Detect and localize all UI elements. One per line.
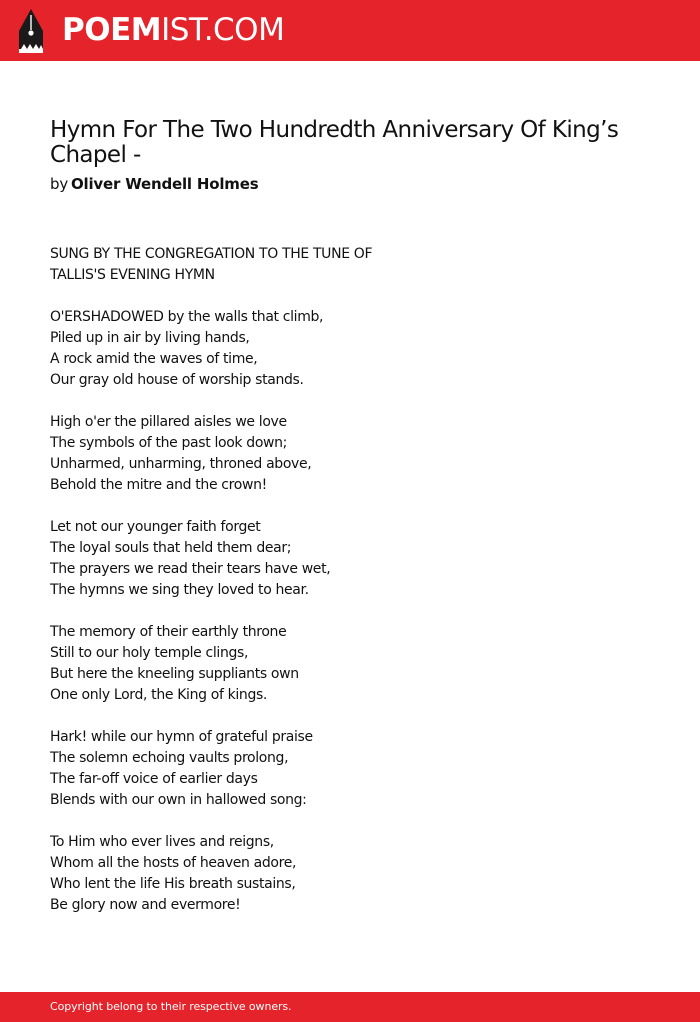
poem-line: Our gray old house of worship stands. [50,372,304,388]
poem-line: TALLIS'S EVENING HYMN [50,267,215,283]
poem-line: Whom all the hosts of heaven adore, [50,855,297,871]
pen-nib-logo-icon[interactable] [17,9,45,53]
poem-line: Be glory now and evermore! [50,897,241,913]
poem-line: The solemn echoing vaults prolong, [50,750,289,766]
poem-line: The loyal souls that held them dear; [50,540,292,556]
poem-line: The symbols of the past look down; [50,435,288,451]
poem-stanza [50,832,650,916]
poem-line: A rock amid the waves of time, [50,351,258,367]
poem-line: Still to our holy temple clings, [50,645,249,661]
poem-stanza [50,307,650,391]
poem-line: Behold the mitre and the crown! [50,477,267,493]
byline [50,174,258,194]
poem-stanza [50,412,650,496]
poem-line: The memory of their earthly throne [50,624,287,640]
logo-text-strong: POEM [62,12,162,48]
poem-line: But here the kneeling suppliants own [50,666,299,682]
poem-line: High o'er the pillared aisles we love [50,414,287,430]
poem-line: SUNG BY THE CONGREGATION TO THE TUNE OF [50,246,373,262]
poem-stanza [50,727,650,811]
poem-line: One only Lord, the King of kings. [50,687,268,703]
poem-line: The hymns we sing they loved to hear. [50,582,309,598]
poem-line: Unharmed, unharming, throned above, [50,456,312,472]
author-name: Oliver Wendell Holmes [71,175,259,193]
site-logo[interactable] [62,11,284,49]
poem-stanza-subtitle [50,244,650,286]
poem-stanza [50,517,650,601]
poem-body [50,244,650,937]
site-header [0,0,700,61]
poem-line: To Him who ever lives and reigns, [50,834,274,850]
by-label: by [50,175,68,193]
copyright-notice: Copyright belong to their respective owners. [50,1000,292,1013]
logo-text-light: IST.COM [161,12,285,48]
poem-line: Hark! while our hymn of grateful praise [50,729,313,745]
poem-title: Hymn For The Two Hundredth Anniversary Of King’s Chapel - [50,117,619,168]
poem-line: The far-off voice of earlier days [50,771,258,787]
poem-line: Blends with our own in hallowed song: [50,792,307,808]
poem-line: O'ERSHADOWED by the walls that climb, [50,309,324,325]
poem-stanza [50,622,650,706]
site-footer [0,992,700,1022]
poem-line: Let not our younger faith forget [50,519,261,535]
poem-line: Who lent the life His breath sustains, [50,876,296,892]
poem-line: Piled up in air by living hands, [50,330,250,346]
poem-line: The prayers we read their tears have wet, [50,561,331,577]
